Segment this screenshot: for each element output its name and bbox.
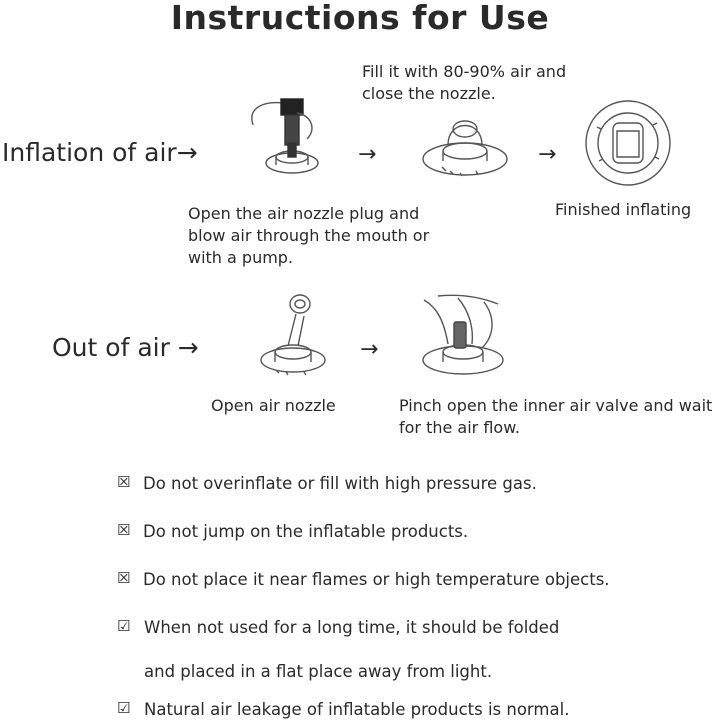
deflation-arrow-1: → [360,337,379,362]
inflation-step1-caption: Open the air nozzle plug and blow air through the mouth or with a pump. [188,204,430,267]
check-box-icon: ☑ [117,617,131,635]
warning-text: Do not overinflate or fill with high pressure gas. [143,474,537,493]
tip-text: Natural air leakage of inflatable products is normal. [144,700,570,719]
deflation-step1-caption: Open air nozzle [211,396,336,415]
deflation-step2-caption: Pinch open the inner air valve and wait for the air flow. [399,396,713,437]
valve-closed-illustration [420,105,510,185]
valve-finished-illustration [583,97,673,189]
inflation-label: Inflation of air→ [2,138,198,167]
valve-open-nozzle-illustration [258,290,328,382]
tip-text: When not used for a long time, it should be folded [144,618,560,637]
check-box-icon: ☑ [117,699,131,717]
deflation-label: Out of air → [52,333,199,362]
warning-text: Do not place it near flames or high temperature objects. [143,570,610,589]
pinch-valve-illustration [418,292,508,382]
cross-box-icon: ☒ [117,569,131,587]
cross-box-icon: ☒ [117,473,131,491]
inflation-step2-caption: Fill it with 80-90% air and close the nozzle. [362,62,567,103]
inflation-arrow-2: → [538,142,557,167]
cross-box-icon: ☒ [117,521,131,539]
page-title: Instructions for Use [170,0,550,37]
warning-text: Do not jump on the inflatable products. [143,522,469,541]
inflation-arrow-1: → [358,142,377,167]
tip-text-continued: and placed in a flat place away from light. [144,662,493,681]
inflation-step3-caption: Finished inflating [555,200,692,219]
valve-open-pump-illustration [245,95,335,190]
